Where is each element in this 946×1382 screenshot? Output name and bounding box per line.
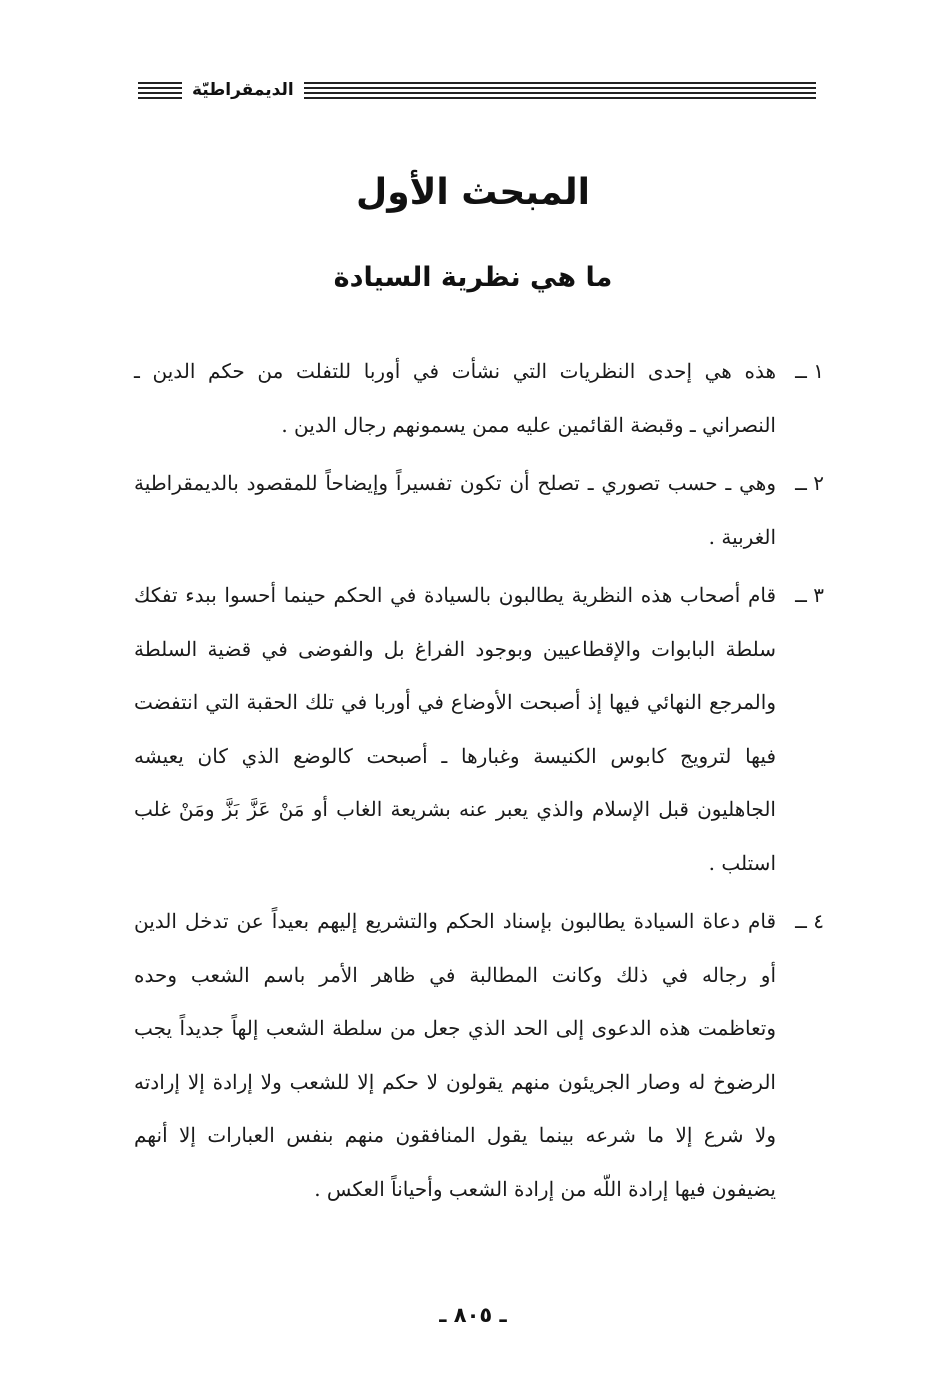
list-item	[134, 457, 824, 564]
list-item	[134, 895, 824, 1216]
chapter-title: المبحث الأول	[355, 172, 591, 213]
list-item	[134, 345, 824, 452]
section-title: ما هي نظرية السيادة	[333, 262, 613, 293]
item-number: ٤ ــ	[795, 909, 824, 933]
item-number: ١ ــ	[795, 359, 824, 383]
numbered-list	[134, 345, 824, 1216]
item-number: ٢ ــ	[795, 471, 824, 495]
header-rule-left	[138, 82, 182, 99]
header-rule-right	[304, 82, 816, 99]
running-header-title: الديمقراطيّة	[192, 80, 294, 100]
item-number: ٣ ــ	[795, 583, 824, 607]
item-text: وهي ـ حسب تصوري ـ تصلح أن تكون تفسيراً وإيضاحاً للمقصود بالديمقراطية الغربية .	[134, 471, 776, 549]
item-text: قام أصحاب هذه النظرية يطالبون بالسيادة في الحكم حينما أحسوا ببدء تفكك سلطة البابوات والإقطاعيين وبوجود الفراغ بل والفوضى في قضية السلطة والمرجع النهائي فيها إذ أصبحت الأوضاع في أوربا في تلك الحقبة التي انتفضت فيها لترويج كابوس الكنيسة وغبارها ـ أصبحت كالوضع الذي كان يعيشه الجاهليون قبل الإسلام والذي يعبر عنه بشريعة الغاب أو مَنْ عَزَّ بَزَّ ومَنْ غلب استلب .	[134, 583, 776, 875]
item-text: هذه هي إحدى النظريات التي نشأت في أوربا للتفلت من حكم الدين ـ النصراني ـ وقبضة القائمين عليه ممن يسمونهم رجال الدين .	[134, 359, 776, 437]
item-text: قام دعاة السيادة يطالبون بإسناد الحكم والتشريع إليهم بعيداً عن تدخل الدين أو رجاله في ذلك وكانت المطالبة في ظاهر الأمر باسم الشعب وحده وتعاظمت هذه الدعوى إلى الحد الذي جعل من سلطة الشعب إلهاً جديداً يجب الرضوخ له وصار الجريئون منهم يقولون لا حكم إلا للشعب ولا إرادة إلا إرادته ولا شرع إلا ما شرعه بينما يقول المنافقون منهم بنفس العبارات إلا أنهم يضيفون فيها إرادة اللّه من إرادة الشعب وأحياناً العكس .	[134, 909, 776, 1201]
running-header	[138, 78, 816, 102]
list-item	[134, 569, 824, 890]
page-number: ـ ٨٠٥ ـ	[439, 1303, 507, 1327]
